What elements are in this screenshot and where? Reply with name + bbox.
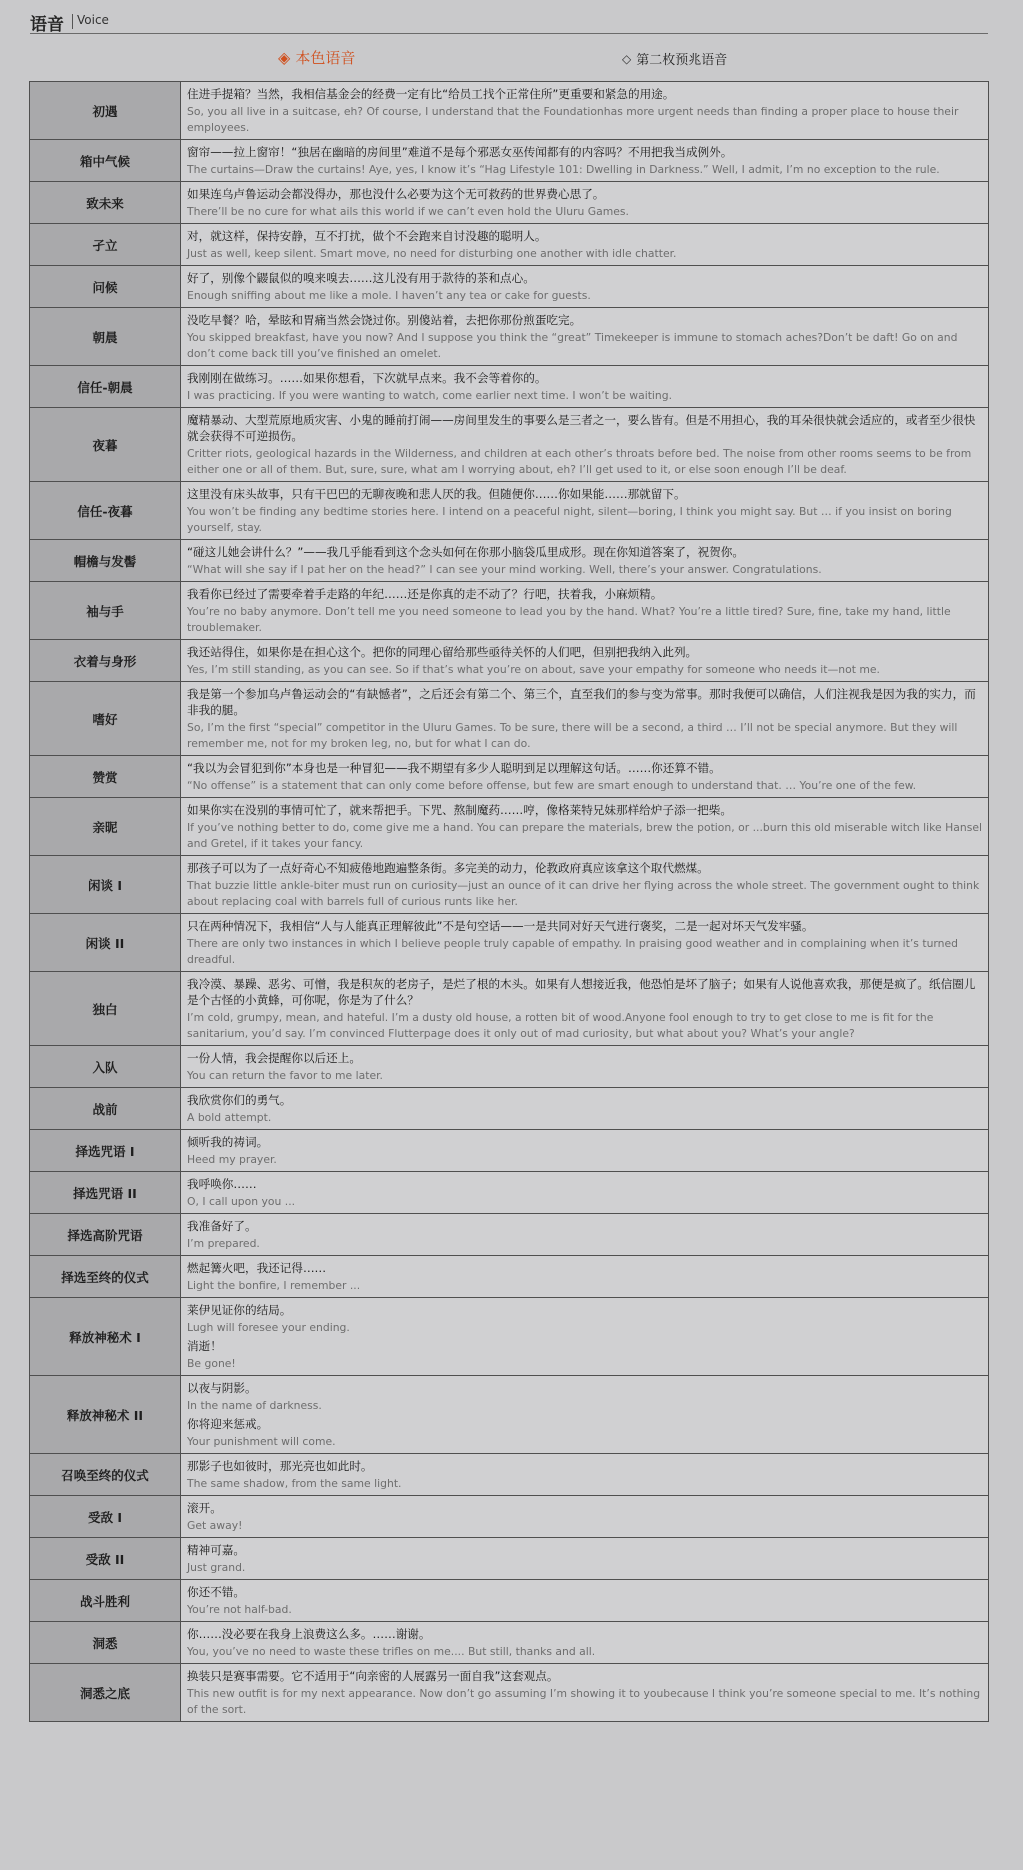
voice-text-english: You, you’ve no need to waste these trifles on me.... But still, thanks and all. <box>187 1645 596 1658</box>
voice-text-chinese: 对，就这样，保持安静，互不打扰，做个不会跑来自讨没趣的聪明人。 <box>187 229 547 243</box>
voice-label: 袖与手 <box>30 582 181 640</box>
table-row <box>30 856 989 914</box>
voice-text-english: Just as well, keep silent. Smart move, no need for disturbing one another with idle chatter. <box>187 247 677 260</box>
voice-line <box>187 412 982 478</box>
tab-label: 本色语音 <box>295 49 356 67</box>
voice-label: 择选至终的仪式 <box>30 1256 181 1298</box>
voice-label: 择选高阶咒语 <box>30 1214 181 1256</box>
voice-content <box>181 1088 989 1130</box>
voice-line <box>187 686 982 752</box>
voice-label: 入队 <box>30 1046 181 1088</box>
voice-text-chinese: 一份人情，我会提醒你以后还上。 <box>187 1051 361 1065</box>
voice-line <box>187 1542 982 1576</box>
voice-content <box>181 1376 989 1454</box>
voice-text-english: You skipped breakfast, have you now? And I suppose you think the “great” Timekeeper is immune to stomach aches?Don’t be daft! Go on and don’t come back till you’ve finished an omelet. <box>187 331 958 360</box>
voice-line <box>187 976 982 1042</box>
table-row <box>30 756 989 798</box>
voice-content <box>181 408 989 482</box>
voice-text-chinese: 那影子也如彼时，那光亮也如此时。 <box>187 1459 373 1473</box>
voice-label: 亲昵 <box>30 798 181 856</box>
voice-text-chinese: 如果连乌卢鲁运动会都没得办，那也没什么必要为这个无可救药的世界费心思了。 <box>187 187 605 201</box>
voice-line <box>187 144 982 178</box>
section-title: 语音 <box>30 15 64 35</box>
voice-label: 夜暮 <box>30 408 181 482</box>
voice-text-english: You’re no baby anymore. Don’t tell me you need someone to lead you by the hand. What? You’re a little tired? Sure, fine, take my hand, little troublemaker. <box>187 605 951 634</box>
voice-line <box>187 1668 982 1718</box>
table-row <box>30 1088 989 1130</box>
table-row <box>30 1454 989 1496</box>
voice-text-english: You can return the favor to me later. <box>187 1069 383 1082</box>
table-row <box>30 798 989 856</box>
voice-content <box>181 1298 989 1376</box>
voice-text-english: I’m cold, grumpy, mean, and hateful. I’m a dusty old house, a rotten bit of wood.Anyone fool enough to try to get close to me is fit for the sanitarium, you’d say. I’m convinced Flutterpage does it only out of mad curiosity, but what about you? What’s your angle? <box>187 1011 934 1040</box>
voice-label: 闲谈 I <box>30 856 181 914</box>
table-row <box>30 266 989 308</box>
voice-text-english: Heed my prayer. <box>187 1153 277 1166</box>
voice-text-chinese: 倾听我的祷词。 <box>187 1135 269 1149</box>
voice-text-chinese: “碰这儿她会讲什么？”——我几乎能看到这个念头如何在你那小脑袋瓜里成形。现在你知道答案了，祝贺你。 <box>187 545 744 559</box>
table-row <box>30 1376 989 1454</box>
voice-text-chinese: 我呼唤你…… <box>187 1177 257 1191</box>
voice-line <box>187 1380 982 1414</box>
voice-label: 受敌 I <box>30 1496 181 1538</box>
table-row <box>30 972 989 1046</box>
voice-line <box>187 1338 982 1372</box>
voice-line <box>187 270 982 304</box>
voice-label: 战前 <box>30 1088 181 1130</box>
voice-text-chinese: 我看你已经过了需要牵着手走路的年纪……还是你真的走不动了？行吧，扶着我，小麻烦精。 <box>187 587 663 601</box>
voice-content <box>181 1664 989 1722</box>
voice-content <box>181 224 989 266</box>
voice-text-chinese: 你还不错。 <box>187 1585 245 1599</box>
voice-line <box>187 860 982 910</box>
voice-text-english: I’m prepared. <box>187 1237 260 1250</box>
table-row <box>30 482 989 540</box>
voice-label: 初遇 <box>30 82 181 140</box>
voice-text-chinese: 换装只是赛事需要。它不适用于“向亲密的人展露另一面自我”这套观点。 <box>187 1669 559 1683</box>
table-row <box>30 1496 989 1538</box>
tab-label: 第二枚预兆语音 <box>636 53 728 68</box>
voice-text-chinese: 我是第一个参加乌卢鲁运动会的“有缺憾者”，之后还会有第二个、第三个，直至我们的参与变为常事。那时我便可以确信，人们注视我是因为我的实力，而非我的腿。 <box>187 687 976 717</box>
voice-content <box>181 308 989 366</box>
voice-content <box>181 582 989 640</box>
voice-label: 信任-夜暮 <box>30 482 181 540</box>
voice-label: 朝晨 <box>30 308 181 366</box>
voice-label: 战斗胜利 <box>30 1580 181 1622</box>
voice-text-english: I was practicing. If you were wanting to watch, come earlier next time. I won’t be waiting. <box>187 389 673 402</box>
voice-content <box>181 1214 989 1256</box>
voice-content <box>181 1580 989 1622</box>
voice-content <box>181 1538 989 1580</box>
voice-label: 释放神秘术 I <box>30 1298 181 1376</box>
voice-text-english: So, I’m the first “special” competitor in the Uluru Games. To be sure, there will be a second, a third … I’ll not be special anymore. But they will remember me, not for my broken leg, no, but for what I can do. <box>187 721 958 750</box>
table-row <box>30 1256 989 1298</box>
voice-line <box>187 86 982 136</box>
voice-line <box>187 1218 982 1252</box>
voice-text-chinese: 这里没有床头故事，只有干巴巴的无聊夜晚和悲人厌的我。但随便你……你如果能……那就留下。 <box>187 487 686 501</box>
voice-text-chinese: 如果你实在没别的事情可忙了，就来帮把手。下咒、熬制魔药……哼，像格莱特兄妹那样给炉子添一把柴。 <box>187 803 732 817</box>
voice-line <box>187 760 982 794</box>
voice-text-chinese: 住进手提箱？当然，我相信基金会的经费一定有比“给员工找个正常住所”更重要和紧急的用途。 <box>187 87 675 101</box>
voice-content <box>181 856 989 914</box>
table-row <box>30 914 989 972</box>
table-row <box>30 1046 989 1088</box>
voice-label: 信任-朝晨 <box>30 366 181 408</box>
voice-text-chinese: 只在两种情况下，我相信“人与人能真正理解彼此”不是句空话——一是共同对好天气进行褒奖，二是一起对坏天气发牢骚。 <box>187 919 814 933</box>
voice-text-chinese: 我冷漠、暴躁、恶劣、可憎，我是积灰的老房子，是烂了根的木头。如果有人想接近我，他恐怕是坏了脑子；如果有人说他喜欢我，那便是疯了。纸信圈儿是个古怪的小黄蜂，可你呢，你是为了什么？ <box>187 977 976 1007</box>
table-row <box>30 1214 989 1256</box>
voice-text-english: If you’ve nothing better to do, come give me a hand. You can prepare the materials, brew the potion, or ...burn this old miserable witch like Hansel and Gretel, if it takes your fancy. <box>187 821 982 850</box>
voice-text-chinese: 燃起篝火吧，我还记得…… <box>187 1261 327 1275</box>
voice-line <box>187 486 982 536</box>
voice-content <box>181 1256 989 1298</box>
voice-line <box>187 586 982 636</box>
voice-label: 赞赏 <box>30 756 181 798</box>
voice-tabs <box>30 45 988 73</box>
voice-text-chinese: 消逝！ <box>187 1339 222 1353</box>
voice-line <box>187 1176 982 1210</box>
voice-text-chinese: 那孩子可以为了一点好奇心不知疲倦地跑遍整条街。多完美的动力，伦教政府真应该拿这个取代燃煤。 <box>187 861 709 875</box>
table-row <box>30 140 989 182</box>
voice-content <box>181 266 989 308</box>
voice-text-chinese: 滚开。 <box>187 1501 222 1515</box>
voice-content <box>181 798 989 856</box>
voice-text-chinese: 没吃早餐？哈，晕眩和胃痛当然会饶过你。别傻站着，去把你那份煎蛋吃完。 <box>187 313 582 327</box>
voice-content <box>181 1172 989 1214</box>
table-row <box>30 182 989 224</box>
voice-text-chinese: 以夜与阴影。 <box>187 1381 257 1395</box>
section-header <box>30 8 988 34</box>
voice-text-english: Just grand. <box>187 1561 246 1574</box>
voice-line <box>187 644 982 678</box>
voice-text-english: “No offense” is a statement that can only come before offense, but few are smart enough to understand that. … You’re one of the few. <box>187 779 917 792</box>
voice-text-english: In the name of darkness. <box>187 1399 322 1412</box>
table-row <box>30 682 989 756</box>
voice-text-english: You won’t be finding any bedtime stories here. I intend on a peaceful night, silent—boring, I think you might say. But … if you insist on boring yourself, stay. <box>187 505 952 534</box>
voice-line <box>187 1302 982 1336</box>
diamond-outline-icon: ◇ <box>622 51 632 66</box>
voice-line <box>187 1092 982 1126</box>
voice-text-english: Light the bonfire, I remember ... <box>187 1279 361 1292</box>
tab-second-omen-voice[interactable] <box>622 49 727 68</box>
voice-text-chinese: 魔精暴动、大型荒原地质灾害、小鬼的睡前打闹——房间里发生的事要么是三者之一，要么皆有。但是不用担心，我的耳朵很快就会适应的，或者至少很快就会获得不可逆损伤。 <box>187 413 976 443</box>
tab-default-voice[interactable] <box>278 47 355 68</box>
table-row <box>30 308 989 366</box>
voice-content <box>181 140 989 182</box>
voice-content <box>181 1454 989 1496</box>
voice-content <box>181 1496 989 1538</box>
table-row <box>30 1130 989 1172</box>
voice-label: 洞悉 <box>30 1622 181 1664</box>
voice-label: 致未来 <box>30 182 181 224</box>
voice-label: 孑立 <box>30 224 181 266</box>
voice-line <box>187 802 982 852</box>
voice-text-chinese: 我还站得住，如果你是在担心这个。把你的同理心留给那些亟待关怀的人们吧，但别把我纳入此列。 <box>187 645 698 659</box>
table-row <box>30 366 989 408</box>
voice-text-english: Your punishment will come. <box>187 1435 336 1448</box>
title-divider <box>72 14 73 29</box>
voice-content <box>181 366 989 408</box>
voice-line <box>187 1458 982 1492</box>
voice-text-chinese: 我欣赏你们的勇气。 <box>187 1093 292 1107</box>
voice-line <box>187 918 982 968</box>
voice-content <box>181 1130 989 1172</box>
voice-content <box>181 640 989 682</box>
table-row <box>30 1664 989 1722</box>
section-subtitle: Voice <box>77 13 109 27</box>
table-row <box>30 540 989 582</box>
voice-text-chinese: 我准备好了。 <box>187 1219 257 1233</box>
voice-text-english: Lugh will foresee your ending. <box>187 1321 350 1334</box>
voice-text-english: There are only two instances in which I believe people truly capable of empathy. In praising good weather and in complaining when it’s turned dreadful. <box>187 937 959 966</box>
voice-line <box>187 228 982 262</box>
voice-text-chinese: 好了，别像个鼹鼠似的嗅来嗅去……这儿没有用于款待的茶和点心。 <box>187 271 535 285</box>
voice-text-english: Be gone! <box>187 1357 236 1370</box>
voice-label: 独白 <box>30 972 181 1046</box>
diamond-filled-icon: ◈ <box>278 48 291 67</box>
table-row <box>30 582 989 640</box>
voice-text-english: Enough sniffing about me like a mole. I haven’t any tea or cake for guests. <box>187 289 591 302</box>
voice-label: 闲谈 II <box>30 914 181 972</box>
voice-label: 衣着与身形 <box>30 640 181 682</box>
voice-text-chinese: 你将迎来惩戒。 <box>187 1417 269 1431</box>
voice-text-chinese: “我以为会冒犯到你”本身也是一种冒犯——我不期望有多少人聪明到足以理解这句话。……你还算不错。 <box>187 761 721 775</box>
table-row <box>30 224 989 266</box>
voice-text-english: So, you all live in a suitcase, eh? Of course, I understand that the Foundationhas more urgent needs than finding a proper place to house their employees. <box>187 105 959 134</box>
voice-label: 洞悉之底 <box>30 1664 181 1722</box>
voice-line <box>187 544 982 578</box>
voice-line <box>187 186 982 220</box>
table-row <box>30 1580 989 1622</box>
voice-text-chinese: 精神可嘉。 <box>187 1543 245 1557</box>
table-row <box>30 82 989 140</box>
voice-content <box>181 1046 989 1088</box>
voice-line <box>187 1134 982 1168</box>
voice-content <box>181 756 989 798</box>
voice-text-english: “What will she say if I pat her on the head?” I can see your mind working. Well, there’s your answer. Congratulations. <box>187 563 822 576</box>
voice-content <box>181 682 989 756</box>
voice-text-english: This new outfit is for my next appearance. Now don’t go assuming I’m showing it to youbecause I think you’re someone special to me. It’s nothing of the sort. <box>187 1687 981 1716</box>
voice-text-english: A bold attempt. <box>187 1111 272 1124</box>
voice-text-english: You’re not half-bad. <box>187 1603 292 1616</box>
voice-text-english: O, I call upon you ... <box>187 1195 296 1208</box>
voice-line <box>187 1050 982 1084</box>
voice-label: 受敌 II <box>30 1538 181 1580</box>
voice-line <box>187 1584 982 1618</box>
voice-text-chinese: 你……没必要在我身上浪费这么多。……谢谢。 <box>187 1627 431 1641</box>
voice-label: 释放神秘术 II <box>30 1376 181 1454</box>
voice-label: 择选咒语 I <box>30 1130 181 1172</box>
voice-line <box>187 1416 982 1450</box>
voice-text-chinese: 莱伊见证你的结局。 <box>187 1303 292 1317</box>
voice-line <box>187 370 982 404</box>
table-row <box>30 640 989 682</box>
voice-text-chinese: 窗帘——拉上窗帘！“独居在幽暗的房间里”难道不是每个邪恶女巫传闻都有的内容吗？不用把我当成例外。 <box>187 145 733 159</box>
voice-text-chinese: 我刚刚在做练习。……如果你想看，下次就早点来。我不会等着你的。 <box>187 371 547 385</box>
voice-text-english: There’ll be no cure for what ails this world if we can’t even hold the Uluru Games. <box>187 205 629 218</box>
voice-label: 召唤至终的仪式 <box>30 1454 181 1496</box>
voice-content <box>181 82 989 140</box>
voice-label: 箱中气候 <box>30 140 181 182</box>
voice-text-english: Critter riots, geological hazards in the Wilderness, and children at each other’s throats before bed. The noise from other rooms seems to be from either one or all of them. But, sure, sure, what am I worrying about, eh? I’ll get used to it, or else soon enough I’ll be deaf. <box>187 447 972 476</box>
voice-line <box>187 1626 982 1660</box>
voice-line <box>187 312 982 362</box>
voice-content <box>181 972 989 1046</box>
voice-text-english: The same shadow, from the same light. <box>187 1477 402 1490</box>
voice-label: 择选咒语 II <box>30 1172 181 1214</box>
table-row <box>30 1622 989 1664</box>
voice-content <box>181 1622 989 1664</box>
table-row <box>30 408 989 482</box>
voice-label: 嗜好 <box>30 682 181 756</box>
table-row <box>30 1172 989 1214</box>
voice-text-english: That buzzie little ankle-biter must run on curiosity—just an ounce of it can drive her flying across the whole street. The government ought to think about replacing coal with barrels full of curious runts like her. <box>187 879 980 908</box>
voice-lines-table <box>29 81 989 1722</box>
table-row <box>30 1298 989 1376</box>
voice-content <box>181 482 989 540</box>
voice-label: 问候 <box>30 266 181 308</box>
voice-content <box>181 540 989 582</box>
voice-label: 帽檐与发髻 <box>30 540 181 582</box>
voice-text-english: Yes, I’m still standing, as you can see. So if that’s what you’re on about, save your empathy for someone who needs it—not me. <box>187 663 880 676</box>
table-row <box>30 1538 989 1580</box>
voice-text-english: The curtains—Draw the curtains! Aye, yes, I know it’s “Hag Lifestyle 101: Dwelling in Darkness.” Well, I admit, I’m no exception to the rule. <box>187 163 940 176</box>
voice-text-english: Get away! <box>187 1519 243 1532</box>
voice-content <box>181 182 989 224</box>
voice-line <box>187 1260 982 1294</box>
voice-line <box>187 1500 982 1534</box>
voice-content <box>181 914 989 972</box>
